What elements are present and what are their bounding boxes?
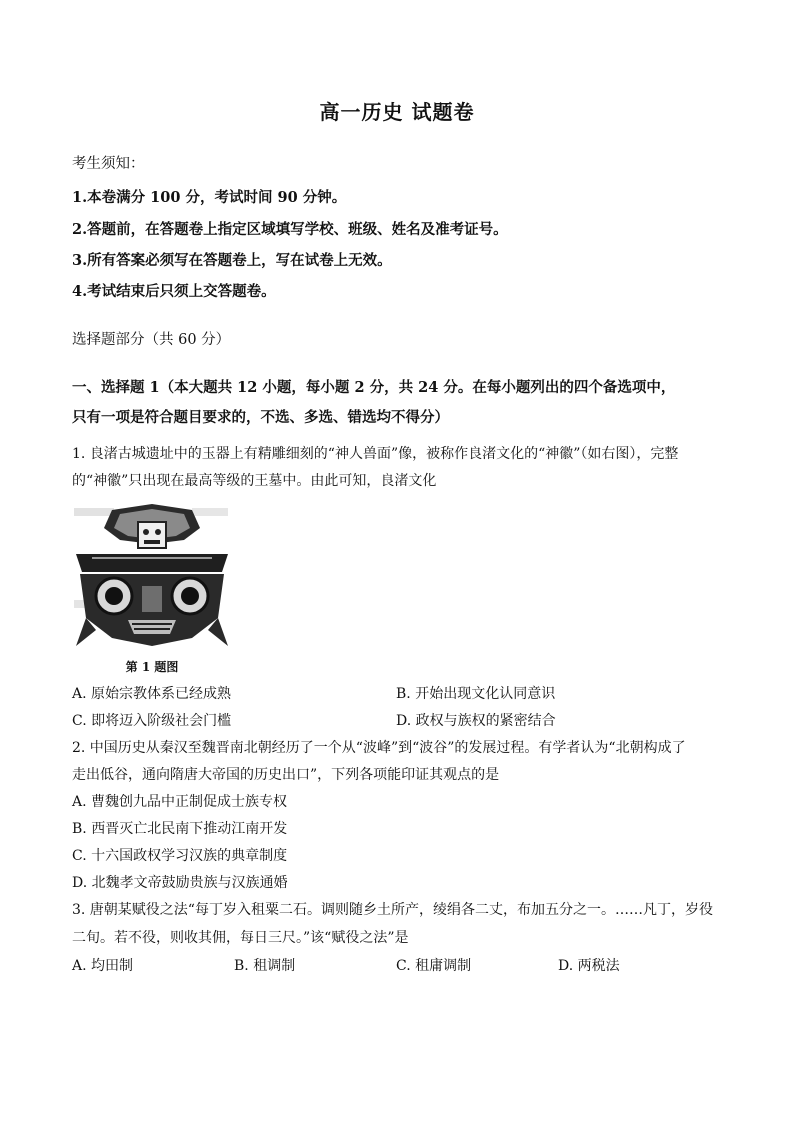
notice-item: 4.考试结束后只须上交答题卷。	[72, 283, 276, 300]
shenhui-emblem-image	[72, 500, 232, 650]
notice-item: 1.本卷满分 100 分，考试时间 90 分钟。	[72, 189, 347, 206]
question-1-text: 1. 良渚古城遗址中的玉器上有精雕细刻的“神人兽面”像，被称作良渚文化的“神徽”（如右图），完整	[72, 446, 679, 462]
option-c: C. 租庸调制	[396, 958, 472, 974]
page-title: 高一历史 试题卷	[319, 100, 475, 124]
option-b: B. 开始出现文化认同意识	[396, 686, 556, 702]
figure-caption: 第 1 题图	[125, 660, 179, 674]
question-1-figure	[72, 500, 232, 678]
question-3-text: 3. 唐朝某赋役之法“每丁岁入租粟二石。调则随乡土所产，绫绢各二丈，布加五分之一。……凡丁，岁役	[72, 902, 713, 918]
question-2-text: 走出低谷，通向隋唐大帝国的历史出口”，下列各项能印证其观点的是	[72, 767, 500, 783]
part-instructions-line1: 一、选择题 1（本大题共 12 小题，每小题 2 分，共 24 分。在每小题列出的四个备选项中，	[72, 379, 676, 396]
section-heading: 选择题部分（共 60 分）	[72, 332, 231, 348]
option-d: D. 北魏孝文帝鼓励贵族与汉族通婚	[72, 875, 288, 891]
question-1-text: 的“神徽”只出现在最高等级的王墓中。由此可知，良渚文化	[72, 473, 437, 489]
question-2-text: 2. 中国历史从秦汉至魏晋南北朝经历了一个从“波峰”到“波谷”的发展过程。有学者认为“北朝构成了	[72, 740, 686, 756]
part-instructions-line2: 只有一项是符合题目要求的，不选、多选、错选均不得分）	[72, 409, 449, 426]
option-c: C. 即将迈入阶级社会门槛	[72, 713, 232, 729]
notice-heading: 考生须知：	[72, 156, 145, 172]
question-3-text: 二旬。若不役，则收其佣，每日三尺。”该“赋役之法”是	[72, 930, 409, 946]
option-d: D. 两税法	[558, 958, 620, 974]
option-d: D. 政权与族权的紧密结合	[396, 713, 556, 729]
option-b: B. 西晋灭亡北民南下推动江南开发	[72, 821, 288, 837]
option-a: A. 均田制	[72, 958, 134, 974]
option-a: A. 原始宗教体系已经成熟	[72, 686, 232, 702]
notice-item: 2.答题前，在答题卷上指定区域填写学校、班级、姓名及准考证号。	[72, 221, 508, 238]
option-b: B. 租调制	[234, 958, 296, 974]
option-c: C. 十六国政权学习汉族的典章制度	[72, 848, 288, 864]
option-a: A. 曹魏创九品中正制促成士族专权	[72, 794, 288, 810]
notice-item: 3.所有答案必须写在答题卷上，写在试卷上无效。	[72, 252, 392, 269]
